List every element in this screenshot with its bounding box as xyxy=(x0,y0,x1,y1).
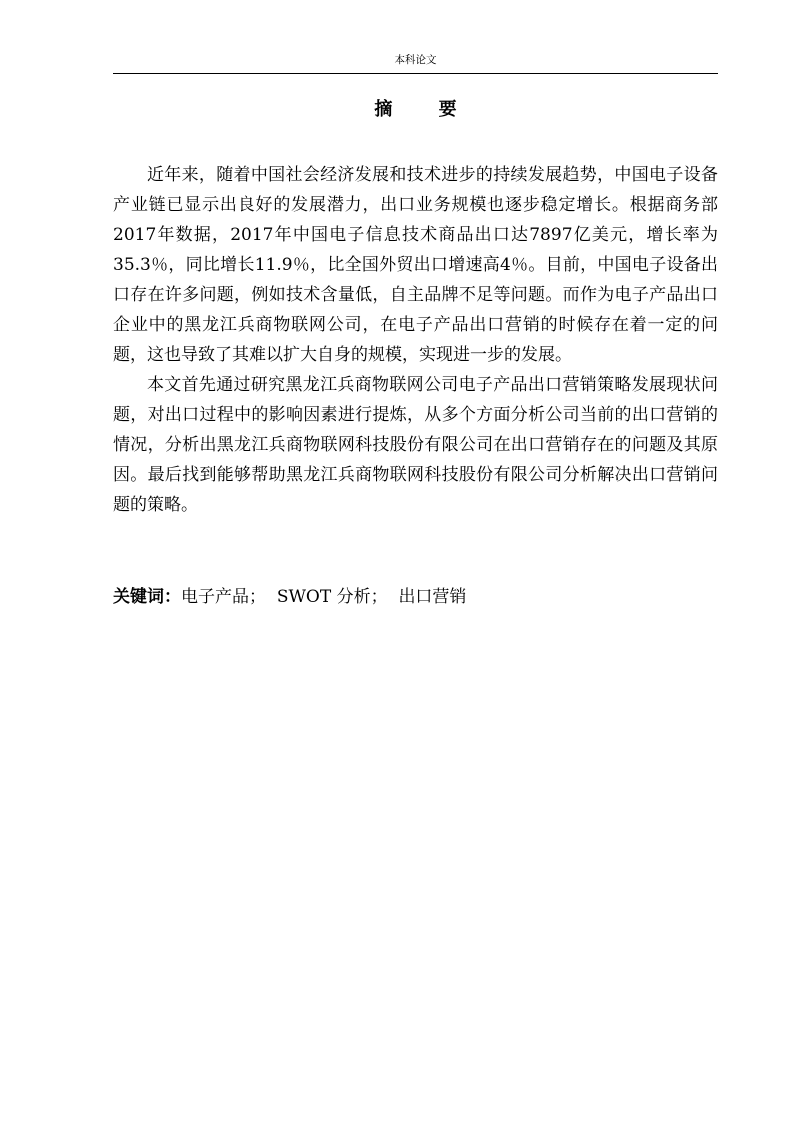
keyword-item: 电子产品； xyxy=(181,587,266,607)
abstract-body xyxy=(113,160,718,520)
keyword-item: SWOT 分析； xyxy=(276,587,388,607)
keywords-line xyxy=(113,584,718,610)
keyword-item: 出口营销 xyxy=(398,587,467,607)
running-header: 本科论文 xyxy=(113,53,718,74)
abstract-paragraph-2: 本文首先通过研究黑龙江兵商物联网公司电子产品出口营销策略发展现状问题，对出口过程中的影响因素进行提炼，从多个方面分析公司当前的出口营销的情况，分析出黑龙江兵商物联网科技股份有限公司在出口营销存在的问题及其原因。最后找到能够帮助黑龙江兵商物联网科技股份有限公司分析解决出口营销问题的策略。 xyxy=(113,375,718,515)
abstract-paragraph-1: 近年来，随着中国社会经济发展和技术进步的持续发展趋势，中国电子设备产业链已显示出良好的发展潜力，出口业务规模也逐步稳定增长。根据商务部2017年数据，2017年中国电子信息技术商品出口达7897亿美元，增长率为35.3％，同比增长11.9％，比全国外贸出口增速高4％。目前，中国电子设备出口存在许多问题，例如技术含量低，自主品牌不足等问题。而作为电子产品出口企业中的黑龙江兵商物联网公司，在电子产品出口营销的时候存在着一定的问题，这也导致了其难以扩大自身的规模，实现进一步的发展。 xyxy=(113,165,718,365)
abstract-title: 摘 要 xyxy=(374,99,477,120)
keywords-label: 关键词： xyxy=(113,587,181,607)
